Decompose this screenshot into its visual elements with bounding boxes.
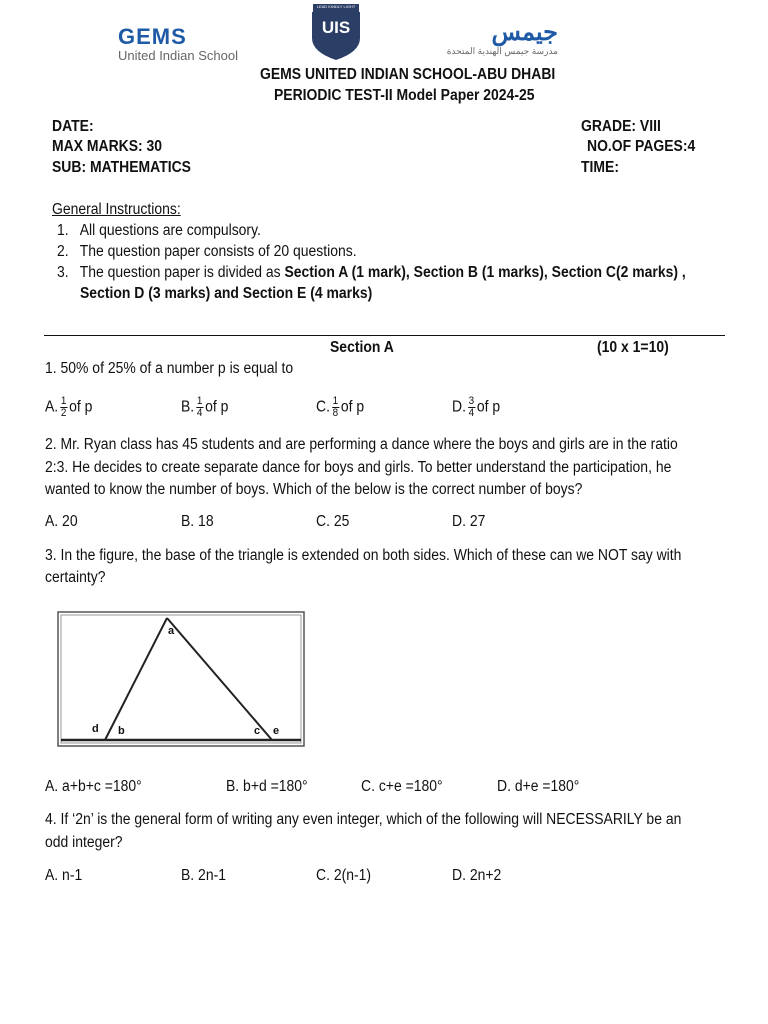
- section-marks: (10 x 1=10): [597, 339, 669, 356]
- fraction: [468, 396, 475, 419]
- fraction: [332, 396, 339, 419]
- instruction-item: [57, 222, 261, 240]
- paper-title: PERIODIC TEST-II Model Paper 2024-25: [274, 87, 535, 104]
- q3-option-d: D. d+e =180°: [497, 778, 580, 795]
- instruction-number: 1.: [57, 222, 69, 239]
- q1-option-c: [316, 396, 364, 419]
- q2-option-c: C. 25: [316, 513, 350, 530]
- fraction-numerator: 3: [468, 395, 475, 407]
- q1-option-a: [45, 396, 92, 419]
- no-of-pages: NO.OF PAGES:4: [587, 138, 696, 155]
- school-name: GEMS UNITED INDIAN SCHOOL-ABU DHABI: [260, 66, 556, 83]
- gems-logo-text: GEMS: [118, 24, 187, 49]
- question-4-line: odd integer?: [45, 834, 123, 851]
- fraction-denominator: 2: [60, 407, 67, 419]
- option-label: D.: [452, 398, 466, 416]
- option-suffix: of p: [340, 398, 365, 416]
- option-suffix: of p: [205, 398, 229, 416]
- question-3-line: 3. In the figure, the base of the triangle is extended on both sides. Which of these can we NOT say with: [45, 547, 682, 564]
- instruction-line2: Section D (3 marks) and Section E (4 marks): [80, 285, 373, 302]
- q2-option-d: D. 27: [452, 513, 486, 530]
- q4-option-a: A. n-1: [45, 867, 83, 884]
- grade: GRADE: VIII: [581, 118, 661, 135]
- instruction-item: [57, 243, 357, 261]
- question-1-text: 1. 50% of 25% of a number p is equal to: [45, 360, 294, 377]
- q2-option-b: B. 18: [181, 513, 214, 530]
- fraction-numerator: 1: [332, 395, 339, 407]
- fraction-denominator: 4: [468, 407, 475, 419]
- subject: SUB: MATHEMATICS: [52, 159, 191, 176]
- triangle-figure: [57, 611, 305, 747]
- fraction-numerator: 1: [60, 395, 67, 407]
- question-2-line: 2:3. He decides to create separate dance for boys and girls. To better understand the participation, he: [45, 459, 672, 476]
- question-4-line: 4. If ‘2n’ is the general form of writing any even integer, which of the following will NECESSARILY be an: [45, 811, 682, 828]
- angle-label-c: c: [254, 725, 261, 737]
- fraction: [196, 396, 203, 419]
- question-2-line: 2. Mr. Ryan class has 45 students and are performing a dance where the boys and girls are in the ratio: [45, 436, 678, 453]
- question-3-line: certainty?: [45, 569, 106, 586]
- option-label: B.: [181, 398, 195, 416]
- q2-option-a: A. 20: [45, 513, 78, 530]
- instruction-text: All questions are compulsory.: [79, 222, 261, 239]
- section-title: Section A: [330, 339, 394, 356]
- option-suffix: of p: [69, 398, 93, 416]
- question-2-line: wanted to know the number of boys. Which of the below is the correct number of boys?: [45, 481, 583, 498]
- q3-option-b: B. b+d =180°: [226, 778, 308, 795]
- arabic-logo: [424, 20, 558, 57]
- q1-option-b: [181, 396, 228, 419]
- instruction-number: 3.: [57, 264, 69, 281]
- fraction-denominator: 4: [196, 407, 203, 419]
- uis-badge-top: LEAD KINDLY LIGHT: [316, 4, 356, 9]
- instruction-text: The question paper is divided as: [79, 264, 285, 281]
- instruction-bold: Section A (1 mark), Section B (1 marks), Section C(2 marks) ,: [284, 264, 686, 281]
- angle-label-a: a: [168, 625, 175, 637]
- option-label: C.: [316, 398, 330, 416]
- arabic-school-text: مدرسة جيمس الهندية المتحدة: [446, 46, 558, 56]
- fraction-denominator: 8: [332, 407, 339, 419]
- instruction-item: [57, 264, 686, 282]
- time-label: TIME:: [581, 159, 619, 176]
- fraction-numerator: 1: [196, 395, 203, 407]
- instructions-heading: General Instructions:: [52, 201, 181, 218]
- q3-option-a: A. a+b+c =180°: [45, 778, 142, 795]
- instruction-text: The question paper consists of 20 questions.: [79, 243, 357, 260]
- angle-label-b: b: [118, 725, 125, 737]
- q3-option-c: C. c+e =180°: [361, 778, 443, 795]
- uis-badge-text: UIS: [321, 18, 351, 37]
- option-label: A.: [45, 398, 59, 416]
- angle-label-d: d: [92, 723, 99, 735]
- section-divider: [44, 335, 725, 336]
- gems-school-text: United Indian School: [118, 48, 238, 63]
- option-suffix: of p: [476, 398, 501, 416]
- q4-option-d: D. 2n+2: [452, 867, 502, 884]
- fraction: [60, 396, 67, 419]
- q4-option-c: C. 2(n-1): [316, 867, 372, 884]
- q4-option-b: B. 2n-1: [181, 867, 226, 884]
- angle-label-e: e: [273, 725, 280, 737]
- q1-option-d: [452, 396, 500, 419]
- date-label: DATE:: [52, 118, 94, 135]
- max-marks: MAX MARKS: 30: [52, 138, 163, 155]
- uis-badge: [309, 4, 363, 60]
- gems-logo: [118, 24, 238, 63]
- instruction-number: 2.: [57, 243, 69, 260]
- arabic-logo-text: جيمس: [491, 19, 558, 46]
